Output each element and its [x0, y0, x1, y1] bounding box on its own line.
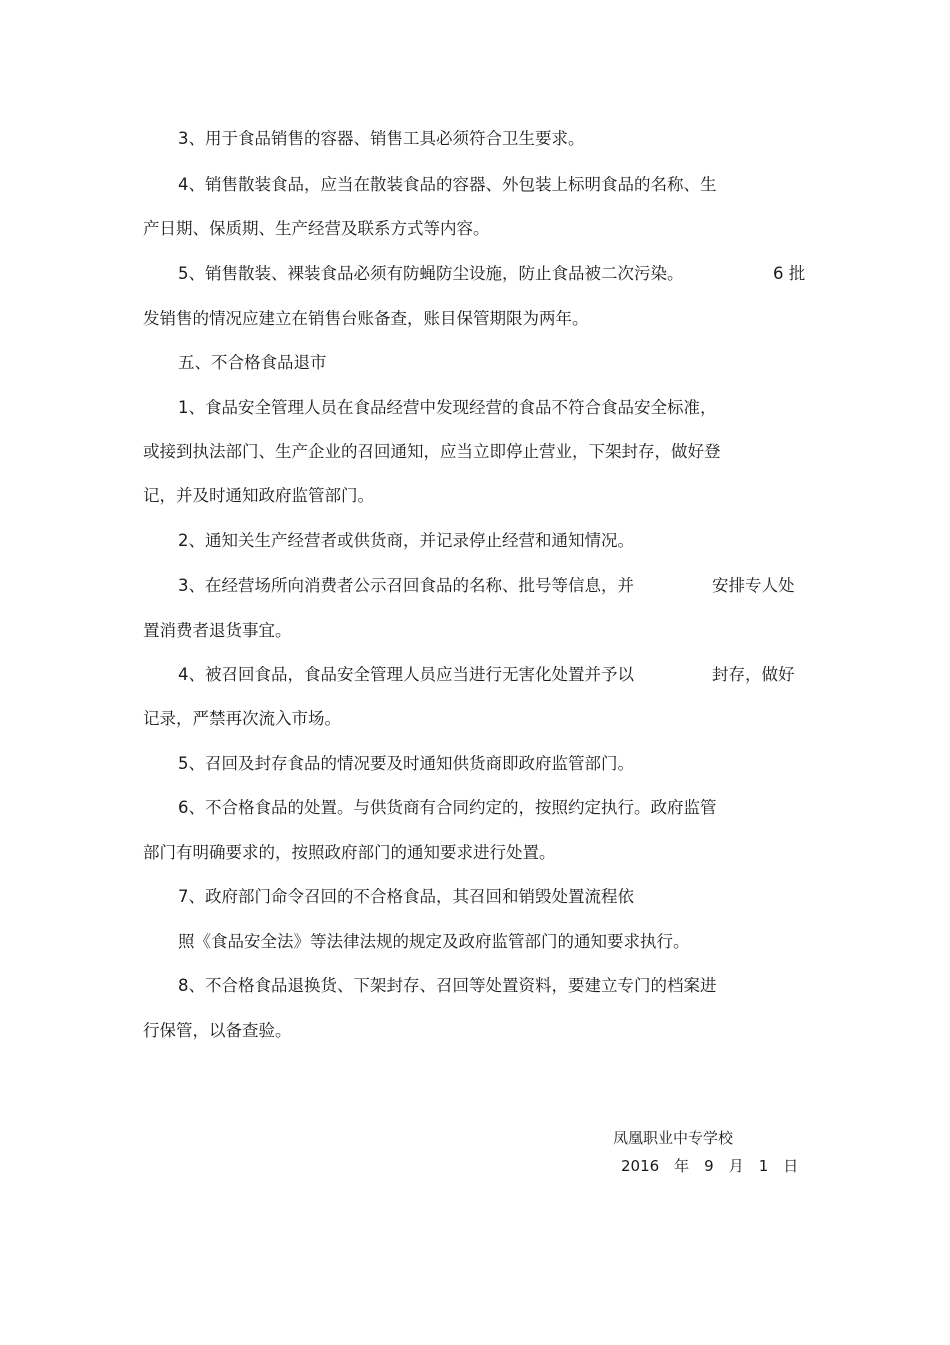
signature-school: 凤凰职业中专学校: [613, 1129, 734, 1147]
paragraph-line: 照《食品安全法》等法律法规的规定及政府监管部门的通知要求执行。: [178, 932, 690, 951]
paragraph-line: 8、不合格食品退换货、下架封存、召回等处置资料，要建立专门的档案进: [178, 976, 717, 995]
paragraph-line: 3、在经营场所向消费者公示召回食品的名称、批号等信息，并: [178, 576, 634, 595]
paragraph-line: 6 批: [773, 264, 806, 283]
paragraph-line: 6、不合格食品的处置。与供货商有合同约定的，按照约定执行。政府监管: [178, 798, 717, 817]
paragraph-line: 置消费者退货事宜。: [143, 621, 292, 640]
paragraph-line: 行保管，以备查验。: [143, 1021, 292, 1040]
paragraph-line: 记，并及时通知政府监管部门。: [143, 486, 374, 505]
signature-date: 2016 年 9 月 1 日: [621, 1157, 799, 1175]
paragraph-line: 4、被召回食品，食品安全管理人员应当进行无害化处置并予以: [178, 665, 634, 684]
paragraph-line: 记录，严禁再次流入市场。: [143, 709, 341, 728]
paragraph-line: 7、政府部门命令召回的不合格食品，其召回和销毁处置流程依: [178, 887, 634, 906]
section-heading: 五、不合格食品退市: [178, 353, 327, 372]
paragraph-line: 或接到执法部门、生产企业的召回通知，应当立即停止营业，下架封存，做好登: [143, 442, 721, 461]
paragraph-line: 封存，做好: [712, 665, 795, 684]
paragraph-line: 4、销售散装食品，应当在散装食品的容器、外包装上标明食品的名称、生: [178, 175, 717, 194]
paragraph-line: 产日期、保质期、生产经营及联系方式等内容。: [143, 219, 490, 238]
paragraph-line: 发销售的情况应建立在销售台账备查，账目保管期限为两年。: [143, 309, 589, 328]
paragraph-line: 安排专人处: [712, 576, 795, 595]
paragraph-line: 1、食品安全管理人员在食品经营中发现经营的食品不符合食品安全标准，: [178, 398, 717, 417]
paragraph-line: 5、销售散装、裸装食品必须有防蝇防尘设施，防止食品被二次污染。: [178, 264, 684, 283]
paragraph-line: 2、通知关生产经营者或供货商，并记录停止经营和通知情况。: [178, 531, 634, 550]
paragraph-line: 3、用于食品销售的容器、销售工具必须符合卫生要求。: [178, 129, 585, 148]
paragraph-line: 部门有明确要求的，按照政府部门的通知要求进行处置。: [143, 843, 556, 862]
paragraph-line: 5、召回及封存食品的情况要及时通知供货商即政府监管部门。: [178, 754, 634, 773]
